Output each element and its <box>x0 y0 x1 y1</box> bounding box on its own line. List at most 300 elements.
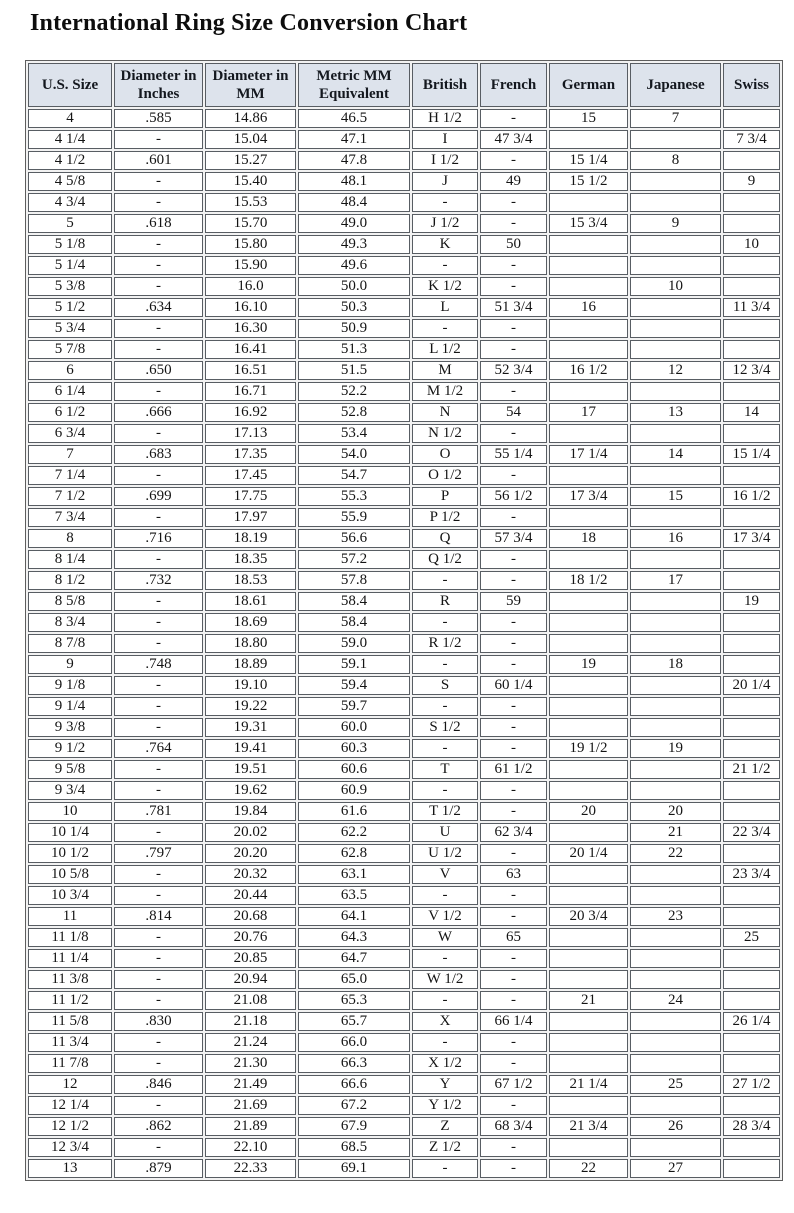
cell <box>723 1138 780 1157</box>
column-header: Diameter in Inches <box>114 63 203 107</box>
table-row <box>28 508 780 527</box>
cell: - <box>114 718 203 737</box>
cell: 16.92 <box>205 403 296 422</box>
cell: 17.75 <box>205 487 296 506</box>
cell: 17.13 <box>205 424 296 443</box>
cell: P <box>412 487 478 506</box>
cell <box>549 466 628 485</box>
cell: 16 <box>549 298 628 317</box>
cell: - <box>114 928 203 947</box>
cell: 7 <box>630 109 721 128</box>
table-row <box>28 403 780 422</box>
cell: T <box>412 760 478 779</box>
cell: I <box>412 130 478 149</box>
cell: 61 1/2 <box>480 760 547 779</box>
cell: 9 <box>28 655 112 674</box>
cell: 15 1/4 <box>723 445 780 464</box>
cell <box>549 760 628 779</box>
cell: 9 <box>630 214 721 233</box>
cell: 10 1/4 <box>28 823 112 842</box>
cell: Z <box>412 1117 478 1136</box>
cell: 10 <box>630 277 721 296</box>
cell: M 1/2 <box>412 382 478 401</box>
cell: 14 <box>723 403 780 422</box>
table-row <box>28 655 780 674</box>
cell: - <box>480 109 547 128</box>
cell: 7 3/4 <box>723 130 780 149</box>
cell <box>630 466 721 485</box>
cell: 8 <box>28 529 112 548</box>
cell: 65.0 <box>298 970 410 989</box>
table-body <box>28 109 780 1178</box>
cell: 16.71 <box>205 382 296 401</box>
cell: 15 <box>630 487 721 506</box>
cell: 8 1/2 <box>28 571 112 590</box>
cell <box>630 319 721 338</box>
cell: 12 3/4 <box>723 361 780 380</box>
cell: V <box>412 865 478 884</box>
cell: 26 1/4 <box>723 1012 780 1031</box>
cell: O 1/2 <box>412 466 478 485</box>
table-row <box>28 256 780 275</box>
cell: 65 <box>480 928 547 947</box>
cell: 9 <box>723 172 780 191</box>
cell: - <box>480 214 547 233</box>
cell <box>723 1054 780 1073</box>
cell: 9 3/8 <box>28 718 112 737</box>
cell: 60 1/4 <box>480 676 547 695</box>
table-row <box>28 382 780 401</box>
cell <box>723 571 780 590</box>
cell: 20.85 <box>205 949 296 968</box>
cell: 9 1/2 <box>28 739 112 758</box>
cell: 6 1/4 <box>28 382 112 401</box>
cell <box>549 781 628 800</box>
cell: 11 5/8 <box>28 1012 112 1031</box>
cell: 19 <box>723 592 780 611</box>
cell <box>630 634 721 653</box>
cell: - <box>114 634 203 653</box>
cell: - <box>480 634 547 653</box>
column-header: French <box>480 63 547 107</box>
table-header <box>28 63 780 107</box>
table-row <box>28 445 780 464</box>
cell: 55.3 <box>298 487 410 506</box>
cell: 26 <box>630 1117 721 1136</box>
cell: 27 1/2 <box>723 1075 780 1094</box>
cell <box>549 550 628 569</box>
cell: 16.0 <box>205 277 296 296</box>
cell: 19.62 <box>205 781 296 800</box>
table-row <box>28 718 780 737</box>
cell: 47.8 <box>298 151 410 170</box>
cell: 28 3/4 <box>723 1117 780 1136</box>
column-header: German <box>549 63 628 107</box>
table-row <box>28 1075 780 1094</box>
table-row <box>28 1054 780 1073</box>
cell: N 1/2 <box>412 424 478 443</box>
cell: 19 1/2 <box>549 739 628 758</box>
cell: V 1/2 <box>412 907 478 926</box>
cell: L <box>412 298 478 317</box>
cell <box>723 466 780 485</box>
cell: .618 <box>114 214 203 233</box>
cell: 16.10 <box>205 298 296 317</box>
cell: 60.0 <box>298 718 410 737</box>
cell: 12 3/4 <box>28 1138 112 1157</box>
cell: 22 <box>549 1159 628 1178</box>
cell: 11 1/8 <box>28 928 112 947</box>
cell: - <box>412 781 478 800</box>
cell: - <box>114 1033 203 1052</box>
cell: 4 <box>28 109 112 128</box>
cell: 13 <box>630 403 721 422</box>
cell: - <box>480 571 547 590</box>
cell <box>549 382 628 401</box>
cell: .666 <box>114 403 203 422</box>
cell: - <box>114 508 203 527</box>
cell <box>549 1012 628 1031</box>
table-row <box>28 277 780 296</box>
cell: 14 <box>630 445 721 464</box>
cell: - <box>480 1138 547 1157</box>
cell: .732 <box>114 571 203 590</box>
cell <box>723 613 780 632</box>
cell: .683 <box>114 445 203 464</box>
table-row <box>28 319 780 338</box>
cell <box>630 865 721 884</box>
cell: 15 1/2 <box>549 172 628 191</box>
table-row <box>28 1117 780 1136</box>
cell: 20 3/4 <box>549 907 628 926</box>
table-row <box>28 193 780 212</box>
cell: 15.80 <box>205 235 296 254</box>
table-row <box>28 844 780 863</box>
cell <box>723 550 780 569</box>
cell: 52 3/4 <box>480 361 547 380</box>
cell: .634 <box>114 298 203 317</box>
cell: M <box>412 361 478 380</box>
cell: 19.22 <box>205 697 296 716</box>
cell: - <box>412 949 478 968</box>
table-row <box>28 529 780 548</box>
cell: 66.0 <box>298 1033 410 1052</box>
cell: .879 <box>114 1159 203 1178</box>
cell <box>549 235 628 254</box>
cell: 54.7 <box>298 466 410 485</box>
cell <box>630 760 721 779</box>
cell: - <box>114 991 203 1010</box>
cell: - <box>480 718 547 737</box>
cell: .716 <box>114 529 203 548</box>
cell: 9 3/4 <box>28 781 112 800</box>
cell: 23 3/4 <box>723 865 780 884</box>
cell: - <box>480 949 547 968</box>
table-row <box>28 424 780 443</box>
cell: 9 5/8 <box>28 760 112 779</box>
cell: 4 3/4 <box>28 193 112 212</box>
cell: - <box>480 256 547 275</box>
column-header: Swiss <box>723 63 780 107</box>
cell: - <box>480 151 547 170</box>
cell: 67.2 <box>298 1096 410 1115</box>
cell: 61.6 <box>298 802 410 821</box>
table-row <box>28 676 780 695</box>
cell <box>630 550 721 569</box>
cell: Z 1/2 <box>412 1138 478 1157</box>
cell <box>723 1033 780 1052</box>
cell: 11 1/2 <box>28 991 112 1010</box>
cell: 57 3/4 <box>480 529 547 548</box>
cell: S 1/2 <box>412 718 478 737</box>
cell: 64.1 <box>298 907 410 926</box>
cell: 22 3/4 <box>723 823 780 842</box>
cell <box>630 382 721 401</box>
table-row <box>28 109 780 128</box>
cell <box>630 676 721 695</box>
cell: N <box>412 403 478 422</box>
cell: 63 <box>480 865 547 884</box>
cell: - <box>480 466 547 485</box>
cell: P 1/2 <box>412 508 478 527</box>
cell: 19.41 <box>205 739 296 758</box>
cell: 15 3/4 <box>549 214 628 233</box>
cell: - <box>480 1033 547 1052</box>
cell: 63.1 <box>298 865 410 884</box>
cell: .830 <box>114 1012 203 1031</box>
table-row <box>28 1012 780 1031</box>
cell: 64.3 <box>298 928 410 947</box>
cell: 58.4 <box>298 592 410 611</box>
cell: - <box>114 823 203 842</box>
cell: 5 1/4 <box>28 256 112 275</box>
cell <box>549 256 628 275</box>
table-row <box>28 298 780 317</box>
cell: 51 3/4 <box>480 298 547 317</box>
cell: 63.5 <box>298 886 410 905</box>
cell: 20 <box>549 802 628 821</box>
cell <box>549 319 628 338</box>
cell: 46.5 <box>298 109 410 128</box>
table-row <box>28 1138 780 1157</box>
cell: - <box>412 613 478 632</box>
cell: 68 3/4 <box>480 1117 547 1136</box>
cell: - <box>412 739 478 758</box>
cell <box>630 298 721 317</box>
cell: 5 7/8 <box>28 340 112 359</box>
cell: 21.49 <box>205 1075 296 1094</box>
cell: S <box>412 676 478 695</box>
cell <box>723 907 780 926</box>
cell <box>630 340 721 359</box>
cell: - <box>480 1096 547 1115</box>
cell: 49.0 <box>298 214 410 233</box>
cell <box>630 172 721 191</box>
cell: - <box>412 193 478 212</box>
cell: 20.68 <box>205 907 296 926</box>
column-header: U.S. Size <box>28 63 112 107</box>
cell <box>549 130 628 149</box>
cell: 5 3/8 <box>28 277 112 296</box>
cell: .781 <box>114 802 203 821</box>
cell: 20.76 <box>205 928 296 947</box>
cell: - <box>480 739 547 758</box>
cell: Y 1/2 <box>412 1096 478 1115</box>
cell: 18 1/2 <box>549 571 628 590</box>
cell: - <box>114 172 203 191</box>
cell: 18 <box>630 655 721 674</box>
cell: - <box>412 655 478 674</box>
cell: 11 7/8 <box>28 1054 112 1073</box>
cell: - <box>114 550 203 569</box>
cell: - <box>114 592 203 611</box>
cell: 20 1/4 <box>549 844 628 863</box>
cell: 11 <box>28 907 112 926</box>
cell: - <box>480 802 547 821</box>
cell: 5 3/4 <box>28 319 112 338</box>
cell: - <box>114 970 203 989</box>
cell <box>723 844 780 863</box>
cell <box>723 256 780 275</box>
table-row <box>28 550 780 569</box>
cell: - <box>480 991 547 1010</box>
cell: 18.53 <box>205 571 296 590</box>
cell: 62.8 <box>298 844 410 863</box>
cell: 51.3 <box>298 340 410 359</box>
cell: 10 <box>28 802 112 821</box>
cell: - <box>480 340 547 359</box>
cell: - <box>114 697 203 716</box>
table-row <box>28 1159 780 1178</box>
table-row <box>28 592 780 611</box>
cell <box>630 1138 721 1157</box>
cell: - <box>114 277 203 296</box>
cell <box>723 739 780 758</box>
cell: - <box>114 319 203 338</box>
cell <box>723 802 780 821</box>
cell: 49.3 <box>298 235 410 254</box>
cell: 18.19 <box>205 529 296 548</box>
cell: - <box>114 886 203 905</box>
table-row <box>28 340 780 359</box>
cell: H 1/2 <box>412 109 478 128</box>
cell: .585 <box>114 109 203 128</box>
cell: 16 1/2 <box>723 487 780 506</box>
table-row <box>28 235 780 254</box>
cell: 54.0 <box>298 445 410 464</box>
cell: 17.35 <box>205 445 296 464</box>
cell: - <box>114 1138 203 1157</box>
cell <box>549 1054 628 1073</box>
cell: 56 1/2 <box>480 487 547 506</box>
cell <box>549 613 628 632</box>
cell: 50.9 <box>298 319 410 338</box>
cell <box>549 676 628 695</box>
cell: 10 <box>723 235 780 254</box>
cell: - <box>480 1054 547 1073</box>
cell: - <box>480 277 547 296</box>
table-row <box>28 739 780 758</box>
cell: - <box>114 424 203 443</box>
cell: 69.1 <box>298 1159 410 1178</box>
cell: O <box>412 445 478 464</box>
cell: 64.7 <box>298 949 410 968</box>
cell: - <box>114 676 203 695</box>
cell: 21 1/4 <box>549 1075 628 1094</box>
cell: - <box>412 886 478 905</box>
cell: - <box>480 655 547 674</box>
cell: 20 1/4 <box>723 676 780 695</box>
cell <box>723 697 780 716</box>
cell: K 1/2 <box>412 277 478 296</box>
cell: 19.51 <box>205 760 296 779</box>
cell <box>549 508 628 527</box>
cell: - <box>114 256 203 275</box>
cell: 15.04 <box>205 130 296 149</box>
cell: 13 <box>28 1159 112 1178</box>
cell: U 1/2 <box>412 844 478 863</box>
cell: - <box>114 235 203 254</box>
cell: 12 1/4 <box>28 1096 112 1115</box>
cell <box>549 949 628 968</box>
cell: - <box>480 1159 547 1178</box>
cell: 17.97 <box>205 508 296 527</box>
cell: 21 <box>630 823 721 842</box>
cell: 11 1/4 <box>28 949 112 968</box>
cell: Q 1/2 <box>412 550 478 569</box>
cell: 56.6 <box>298 529 410 548</box>
cell: 7 3/4 <box>28 508 112 527</box>
cell <box>630 592 721 611</box>
cell: 65.7 <box>298 1012 410 1031</box>
cell: 58.4 <box>298 613 410 632</box>
cell: 52.2 <box>298 382 410 401</box>
cell: K <box>412 235 478 254</box>
cell: 20.02 <box>205 823 296 842</box>
cell: 15.90 <box>205 256 296 275</box>
cell: - <box>480 193 547 212</box>
cell: 21.30 <box>205 1054 296 1073</box>
table-row <box>28 571 780 590</box>
cell: - <box>114 130 203 149</box>
cell: 67 1/2 <box>480 1075 547 1094</box>
cell: 66 1/4 <box>480 1012 547 1031</box>
table-row <box>28 886 780 905</box>
table-row <box>28 781 780 800</box>
cell <box>549 1138 628 1157</box>
cell <box>630 193 721 212</box>
cell: 48.1 <box>298 172 410 191</box>
cell: 15.27 <box>205 151 296 170</box>
page-title: International Ring Size Conversion Chart <box>30 10 468 36</box>
cell <box>630 781 721 800</box>
cell: 19.31 <box>205 718 296 737</box>
cell: 10 3/4 <box>28 886 112 905</box>
table-row <box>28 823 780 842</box>
cell: 57.2 <box>298 550 410 569</box>
cell: W <box>412 928 478 947</box>
cell: 54 <box>480 403 547 422</box>
cell: T 1/2 <box>412 802 478 821</box>
cell: 7 1/2 <box>28 487 112 506</box>
cell: 59.1 <box>298 655 410 674</box>
cell: 17 3/4 <box>723 529 780 548</box>
cell <box>723 151 780 170</box>
cell: - <box>114 193 203 212</box>
cell: 22.33 <box>205 1159 296 1178</box>
column-header: British <box>412 63 478 107</box>
cell <box>549 340 628 359</box>
